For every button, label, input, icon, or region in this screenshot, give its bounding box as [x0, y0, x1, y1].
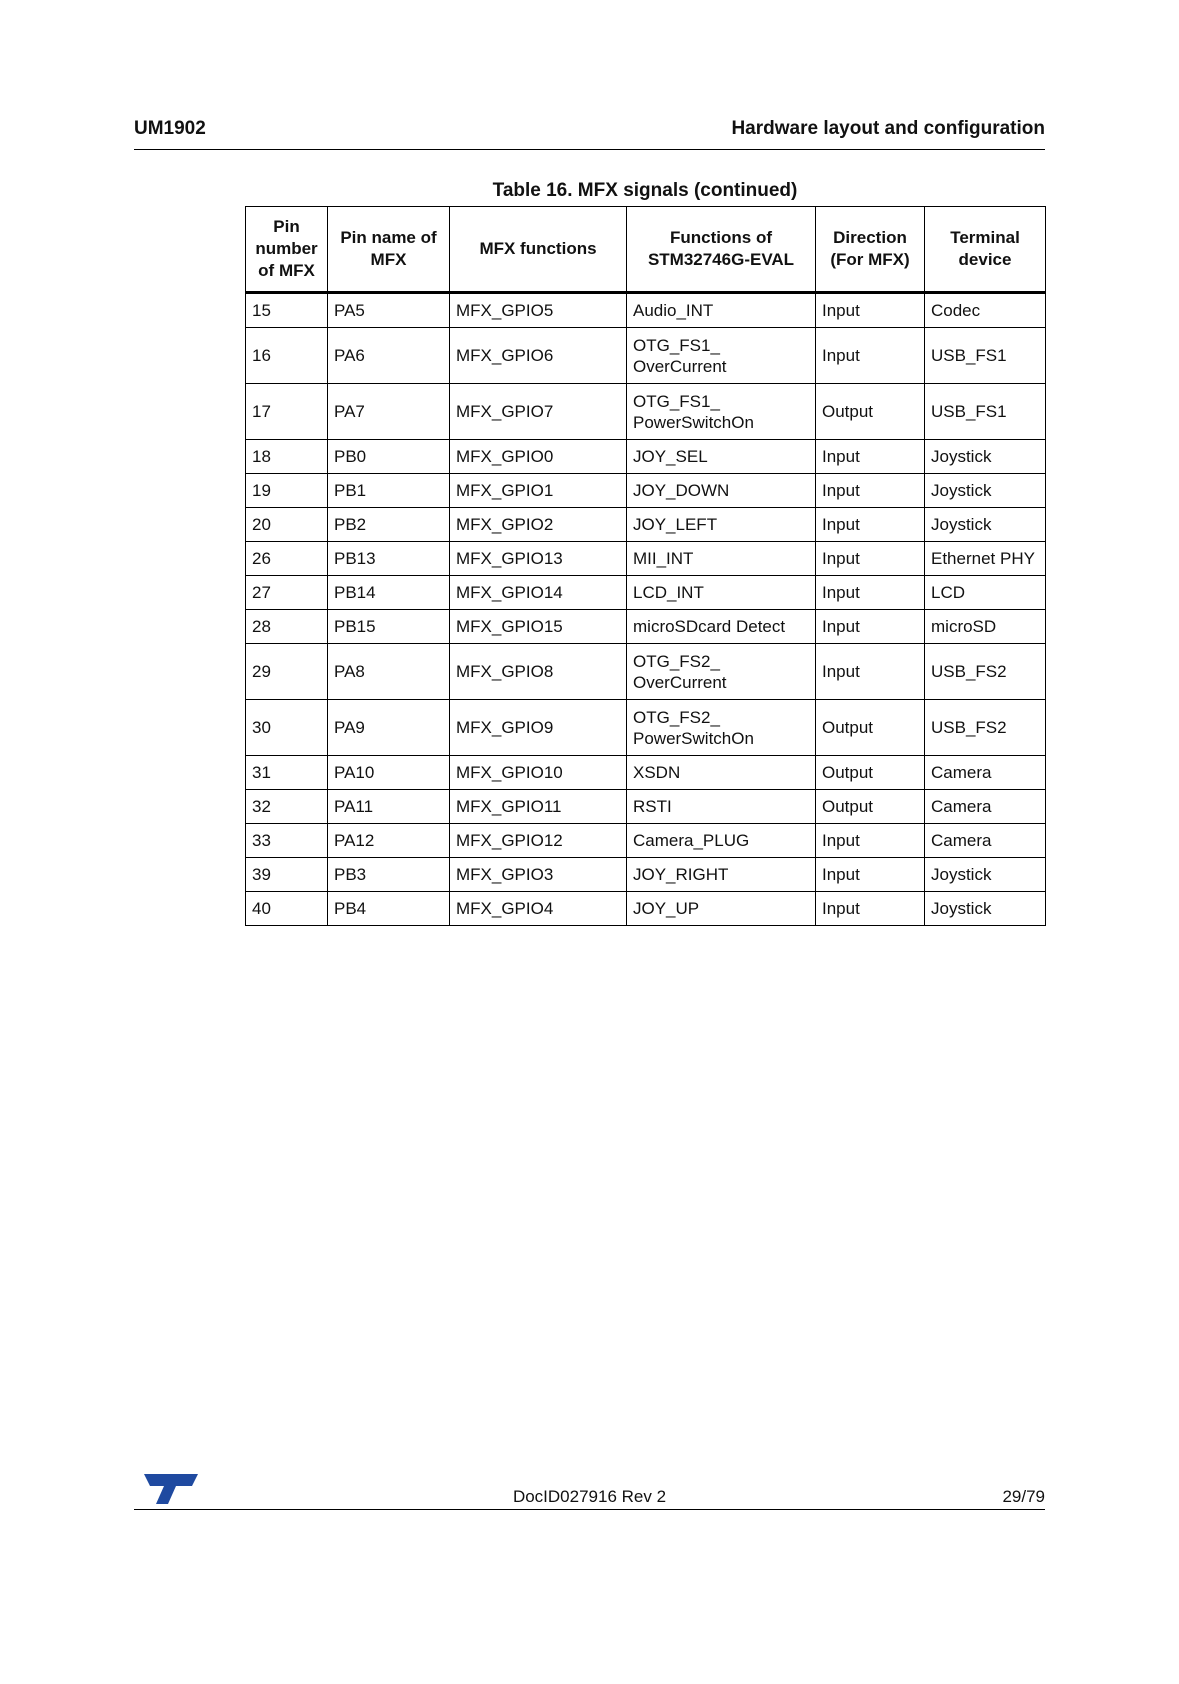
- cell-pin-number: 29: [246, 644, 328, 700]
- cell-direction: Output: [816, 700, 925, 756]
- table-row: [246, 542, 1046, 576]
- cell-eval-function: RSTI: [627, 790, 816, 824]
- cell-eval-function: OTG_FS1_ OverCurrent: [627, 328, 816, 384]
- col-pin-name: Pin name of MFX: [328, 207, 450, 293]
- cell-eval-function: JOY_RIGHT: [627, 858, 816, 892]
- cell-mfx-function: MFX_GPIO6: [450, 328, 627, 384]
- cell-mfx-function: MFX_GPIO9: [450, 700, 627, 756]
- cell-pin-number: 31: [246, 756, 328, 790]
- footer-page-number: 29/79: [1002, 1487, 1045, 1506]
- table-row: [246, 293, 1046, 328]
- cell-pin-number: 40: [246, 892, 328, 926]
- cell-eval-function: OTG_FS2_ OverCurrent: [627, 644, 816, 700]
- cell-terminal-device: microSD: [925, 610, 1046, 644]
- cell-direction: Input: [816, 610, 925, 644]
- cell-mfx-function: MFX_GPIO0: [450, 440, 627, 474]
- cell-terminal-device: Joystick: [925, 440, 1046, 474]
- cell-pin-number: 19: [246, 474, 328, 508]
- table-row: [246, 384, 1046, 440]
- table-row: [246, 756, 1046, 790]
- cell-pin-number: 16: [246, 328, 328, 384]
- cell-direction: Input: [816, 440, 925, 474]
- header-section-title: Hardware layout and configuration: [731, 118, 1045, 139]
- cell-terminal-device: Joystick: [925, 474, 1046, 508]
- col-pin-number: Pin number of MFX: [246, 207, 328, 293]
- cell-mfx-function: MFX_GPIO12: [450, 824, 627, 858]
- cell-pin-number: 39: [246, 858, 328, 892]
- cell-terminal-device: Camera: [925, 790, 1046, 824]
- table-row: [246, 610, 1046, 644]
- table-row: [246, 790, 1046, 824]
- table-caption: Table 16. MFX signals (continued): [492, 180, 798, 201]
- cell-mfx-function: MFX_GPIO13: [450, 542, 627, 576]
- cell-pin-name: PA9: [328, 700, 450, 756]
- cell-pin-number: 28: [246, 610, 328, 644]
- cell-eval-function: JOY_SEL: [627, 440, 816, 474]
- cell-terminal-device: Ethernet PHY: [925, 542, 1046, 576]
- cell-terminal-device: USB_FS2: [925, 644, 1046, 700]
- cell-pin-name: PA5: [328, 293, 450, 328]
- cell-eval-function: XSDN: [627, 756, 816, 790]
- cell-pin-name: PB15: [328, 610, 450, 644]
- col-direction: Direction (For MFX): [816, 207, 925, 293]
- cell-terminal-device: Joystick: [925, 892, 1046, 926]
- cell-eval-function: microSDcard Detect: [627, 610, 816, 644]
- cell-pin-number: 15: [246, 293, 328, 328]
- cell-terminal-device: Camera: [925, 824, 1046, 858]
- cell-eval-function: LCD_INT: [627, 576, 816, 610]
- table-body: [246, 293, 1046, 926]
- table-row: [246, 576, 1046, 610]
- cell-direction: Input: [816, 508, 925, 542]
- cell-direction: Input: [816, 576, 925, 610]
- cell-mfx-function: MFX_GPIO1: [450, 474, 627, 508]
- header-rule: [134, 149, 1045, 150]
- cell-direction: Input: [816, 542, 925, 576]
- cell-pin-name: PB2: [328, 508, 450, 542]
- table-row: [246, 644, 1046, 700]
- cell-pin-number: 30: [246, 700, 328, 756]
- cell-pin-name: PA8: [328, 644, 450, 700]
- cell-direction: Input: [816, 474, 925, 508]
- cell-eval-function: OTG_FS2_ PowerSwitchOn: [627, 700, 816, 756]
- cell-direction: Input: [816, 644, 925, 700]
- cell-mfx-function: MFX_GPIO3: [450, 858, 627, 892]
- cell-direction: Output: [816, 756, 925, 790]
- cell-pin-name: PB14: [328, 576, 450, 610]
- cell-eval-function: JOY_UP: [627, 892, 816, 926]
- table-row: [246, 700, 1046, 756]
- cell-terminal-device: Camera: [925, 756, 1046, 790]
- cell-eval-function: Audio_INT: [627, 293, 816, 328]
- cell-pin-name: PB4: [328, 892, 450, 926]
- cell-pin-name: PA12: [328, 824, 450, 858]
- cell-pin-number: 32: [246, 790, 328, 824]
- cell-terminal-device: USB_FS1: [925, 328, 1046, 384]
- cell-direction: Input: [816, 858, 925, 892]
- cell-pin-name: PB1: [328, 474, 450, 508]
- cell-direction: Input: [816, 328, 925, 384]
- cell-pin-number: 20: [246, 508, 328, 542]
- cell-direction: Input: [816, 892, 925, 926]
- cell-mfx-function: MFX_GPIO10: [450, 756, 627, 790]
- footer-rule: [134, 1509, 1045, 1510]
- cell-pin-name: PB13: [328, 542, 450, 576]
- cell-direction: Output: [816, 790, 925, 824]
- col-functions-of-eval: Functions of STM32746G-EVAL: [627, 207, 816, 293]
- cell-pin-name: PB0: [328, 440, 450, 474]
- table-row: [246, 824, 1046, 858]
- header-doc-code: UM1902: [134, 118, 206, 139]
- cell-eval-function: OTG_FS1_ PowerSwitchOn: [627, 384, 816, 440]
- cell-direction: Input: [816, 824, 925, 858]
- cell-direction: Input: [816, 293, 925, 328]
- cell-eval-function: JOY_DOWN: [627, 474, 816, 508]
- table-row: [246, 328, 1046, 384]
- cell-pin-name: PA11: [328, 790, 450, 824]
- table-row: [246, 474, 1046, 508]
- cell-terminal-device: LCD: [925, 576, 1046, 610]
- cell-mfx-function: MFX_GPIO7: [450, 384, 627, 440]
- cell-mfx-function: MFX_GPIO2: [450, 508, 627, 542]
- logo-text: ST: [170, 1493, 172, 1494]
- table-row: [246, 440, 1046, 474]
- cell-pin-number: 33: [246, 824, 328, 858]
- cell-pin-number: 18: [246, 440, 328, 474]
- cell-eval-function: MII_INT: [627, 542, 816, 576]
- cell-mfx-function: MFX_GPIO5: [450, 293, 627, 328]
- table-row: [246, 508, 1046, 542]
- table-header-row: [246, 207, 1046, 293]
- cell-mfx-function: MFX_GPIO14: [450, 576, 627, 610]
- cell-pin-number: 26: [246, 542, 328, 576]
- mfx-signals-table: [245, 206, 1046, 926]
- col-mfx-functions: MFX functions: [450, 207, 627, 293]
- footer-doc-id: DocID027916 Rev 2: [512, 1487, 667, 1506]
- cell-direction: Output: [816, 384, 925, 440]
- col-terminal-device: Terminal device: [925, 207, 1046, 293]
- cell-mfx-function: MFX_GPIO15: [450, 610, 627, 644]
- cell-pin-number: 17: [246, 384, 328, 440]
- cell-terminal-device: Joystick: [925, 508, 1046, 542]
- cell-eval-function: Camera_PLUG: [627, 824, 816, 858]
- cell-terminal-device: Joystick: [925, 858, 1046, 892]
- cell-terminal-device: Codec: [925, 293, 1046, 328]
- table-row: [246, 858, 1046, 892]
- table-row: [246, 892, 1046, 926]
- cell-eval-function: JOY_LEFT: [627, 508, 816, 542]
- cell-pin-number: 27: [246, 576, 328, 610]
- cell-pin-name: PA10: [328, 756, 450, 790]
- cell-mfx-function: MFX_GPIO11: [450, 790, 627, 824]
- cell-mfx-function: MFX_GPIO4: [450, 892, 627, 926]
- cell-terminal-device: USB_FS2: [925, 700, 1046, 756]
- cell-terminal-device: USB_FS1: [925, 384, 1046, 440]
- cell-pin-name: PA6: [328, 328, 450, 384]
- cell-pin-name: PA7: [328, 384, 450, 440]
- cell-mfx-function: MFX_GPIO8: [450, 644, 627, 700]
- cell-pin-name: PB3: [328, 858, 450, 892]
